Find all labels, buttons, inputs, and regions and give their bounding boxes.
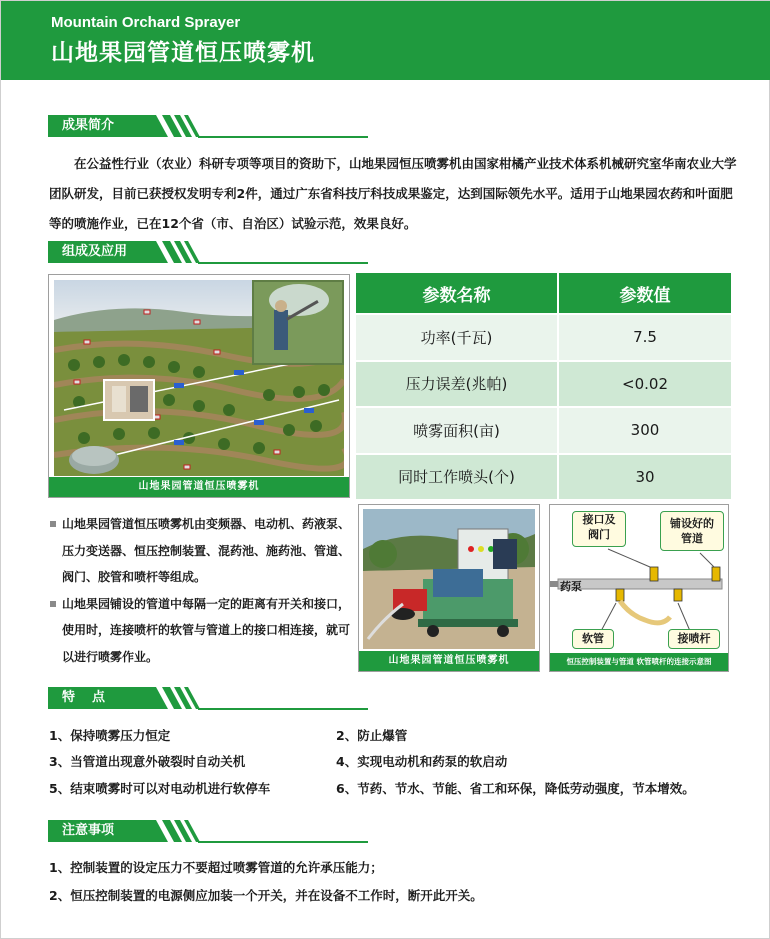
section-header-features xyxy=(48,687,368,709)
bullet-item xyxy=(48,511,350,591)
stripes-icon xyxy=(140,687,220,709)
param-name: 功率(千瓦) xyxy=(356,313,559,360)
table-row xyxy=(356,453,731,500)
connection-diagram xyxy=(549,504,729,672)
callout-rod: 接喷杆 xyxy=(668,629,720,649)
param-value: <0.02 xyxy=(559,360,731,407)
header-banner xyxy=(1,1,770,80)
stripes-icon xyxy=(140,115,220,137)
bullet-item xyxy=(48,591,350,671)
intro-paragraph: 在公益性行业（农业）科研专项等项目的资助下，山地果园恒压喷雾机由国家柑橘产业技术体系机械研究室华南农业大学团队研发，目前已获授权发明专利2件，通过广东省科技厅科技成果鉴定，达到国际领先水平。适用于山地果园农药和叶面肥等的喷施作业，已在12个省（市、自治区）试验示范，效果良好。 xyxy=(49,156,737,231)
feature-item: 5、结束喷雾时可以对电动机进行软停车 xyxy=(49,781,271,796)
bullet-text: 山地果园铺设的管道中每隔一定的距离有开关和接口，使用时，连接喷杆的软管与管道上的接口相连接，就可以进行喷雾作业。 xyxy=(62,596,351,664)
column-header-value: 参数值 xyxy=(559,273,731,313)
stripes-icon xyxy=(140,820,220,842)
title-cn: 山地果园管道恒压喷雾机 xyxy=(51,40,315,66)
section-label: 特 点 xyxy=(48,687,140,709)
table-row xyxy=(356,360,731,407)
table-header-row xyxy=(356,273,731,313)
section-label: 组成及应用 xyxy=(48,241,140,263)
section-header-intro xyxy=(48,115,368,137)
stripes-icon xyxy=(140,241,220,263)
section-header-notes xyxy=(48,820,368,842)
title-en: Mountain Orchard Sprayer xyxy=(51,14,241,31)
section-rule xyxy=(198,136,368,138)
bullet-square-icon xyxy=(50,521,56,527)
machine-photo xyxy=(358,504,540,672)
parameter-table xyxy=(356,273,731,499)
bullet-square-icon xyxy=(50,601,56,607)
photo-caption: 山地果园管道恒压喷雾机 xyxy=(49,477,349,497)
feature-item: 4、实现电动机和药泵的软启动 xyxy=(336,754,508,769)
section-rule xyxy=(198,262,368,264)
section-rule xyxy=(198,708,368,710)
section-header-composition xyxy=(48,241,368,263)
feature-item: 3、当管道出现意外破裂时自动关机 xyxy=(49,754,246,769)
composition-bullets xyxy=(48,511,350,670)
label-pump: 药泵 xyxy=(560,580,582,593)
table-row xyxy=(356,313,731,360)
callout-joint-valve: 接口及 阀门 xyxy=(572,511,626,547)
orchard-image xyxy=(54,280,344,476)
callout-pipe: 铺设好的 管道 xyxy=(660,511,724,551)
orchard-photo xyxy=(48,274,350,498)
param-value: 300 xyxy=(559,406,731,453)
machine-image xyxy=(363,509,535,649)
param-value: 30 xyxy=(559,453,731,500)
param-name: 喷雾面积(亩) xyxy=(356,406,559,453)
callout-hose: 软管 xyxy=(572,629,614,649)
feature-item: 2、防止爆管 xyxy=(336,728,408,743)
photo-caption: 山地果园管道恒压喷雾机 xyxy=(359,651,539,671)
section-label: 注意事项 xyxy=(48,820,140,842)
feature-item: 6、节药、节水、节能、省工和环保，降低劳动强度，节本增效。 xyxy=(336,781,695,796)
bullet-text: 山地果园管道恒压喷雾机由变频器、电动机、药液泵、压力变送器、恒压控制装置、混药池、施药池、管道、阀门、胶管和喷杆等组成。 xyxy=(62,517,351,584)
section-rule xyxy=(198,841,368,843)
diagram-caption: 恒压控制装置与管道 软管喷杆的连接示意图 xyxy=(550,653,728,671)
param-name: 压力误差(兆帕) xyxy=(356,360,559,407)
feature-item: 1、保持喷雾压力恒定 xyxy=(49,728,171,743)
param-name: 同时工作喷头(个) xyxy=(356,453,559,500)
note-item: 1、控制装置的设定压力不要超过喷雾管道的允许承压能力； xyxy=(49,860,383,875)
note-item: 2、恒压控制装置的电源侧应加装一个开关，并在设备不工作时，断开此开关。 xyxy=(49,888,483,903)
section-label: 成果简介 xyxy=(48,115,140,137)
param-value: 7.5 xyxy=(559,313,731,360)
column-header-name: 参数名称 xyxy=(356,273,559,313)
table-row xyxy=(356,406,731,453)
